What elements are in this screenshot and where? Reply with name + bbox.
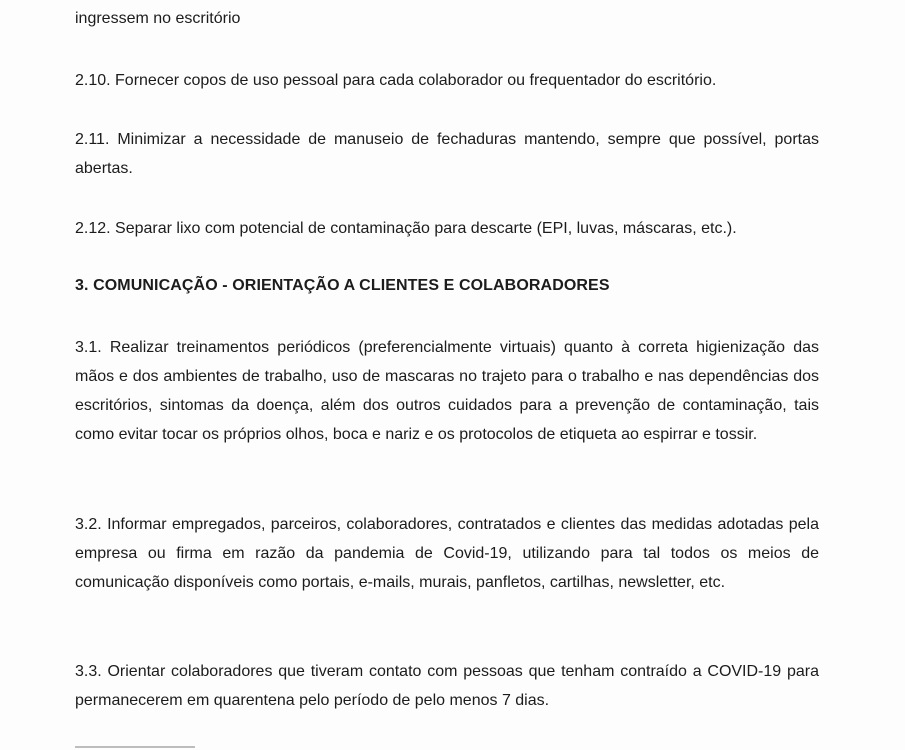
- paragraph-2-11: 2.11. Minimizar a necessidade de manuseio de fechaduras mantendo, sempre que possível, portas abertas.: [75, 131, 819, 177]
- paragraph-2-9-continuation: ingressem no escritório: [75, 10, 241, 27]
- cropped-line-fragment-bottom: [75, 744, 195, 750]
- paragraph-2-12: 2.12. Separar lixo com potencial de contaminação para descarte (EPI, luvas, máscaras, etc.).: [75, 220, 737, 237]
- paragraph-3-1: 3.1. Realizar treinamentos periódicos (preferencialmente virtuais) quanto à correta higienização das mãos e dos ambientes de trabalho, uso de mascaras no trajeto para o trabalho e nas dependências dos escritórios, sintomas da doença, além dos outros cuidados para a prevenção de contaminação, tais como evitar tocar os próprios olhos, boca e nariz e os protocolos de etiqueta ao espirrar e tossir.: [75, 339, 819, 443]
- paragraph-2-10: 2.10. Fornecer copos de uso pessoal para cada colaborador ou frequentador do escritório.: [75, 72, 717, 89]
- paragraph-3-2: 3.2. Informar empregados, parceiros, colaboradores, contratados e clientes das medidas adotadas pela empresa ou firma em razão da pandemia de Covid-19, utilizando para tal todos os meios de comunicação disponíveis como portais, e-mails, murais, panfletos, cartilhas, newsletter, etc.: [75, 516, 819, 591]
- paragraph-3-3: 3.3. Orientar colaboradores que tiveram contato com pessoas que tenham contraído a COVID-19 para permanecerem em quarentena pelo período de pelo menos 7 dias.: [75, 663, 819, 709]
- section-3-heading: 3. COMUNICAÇÃO - ORIENTAÇÃO A CLIENTES E COLABORADORES: [75, 277, 610, 294]
